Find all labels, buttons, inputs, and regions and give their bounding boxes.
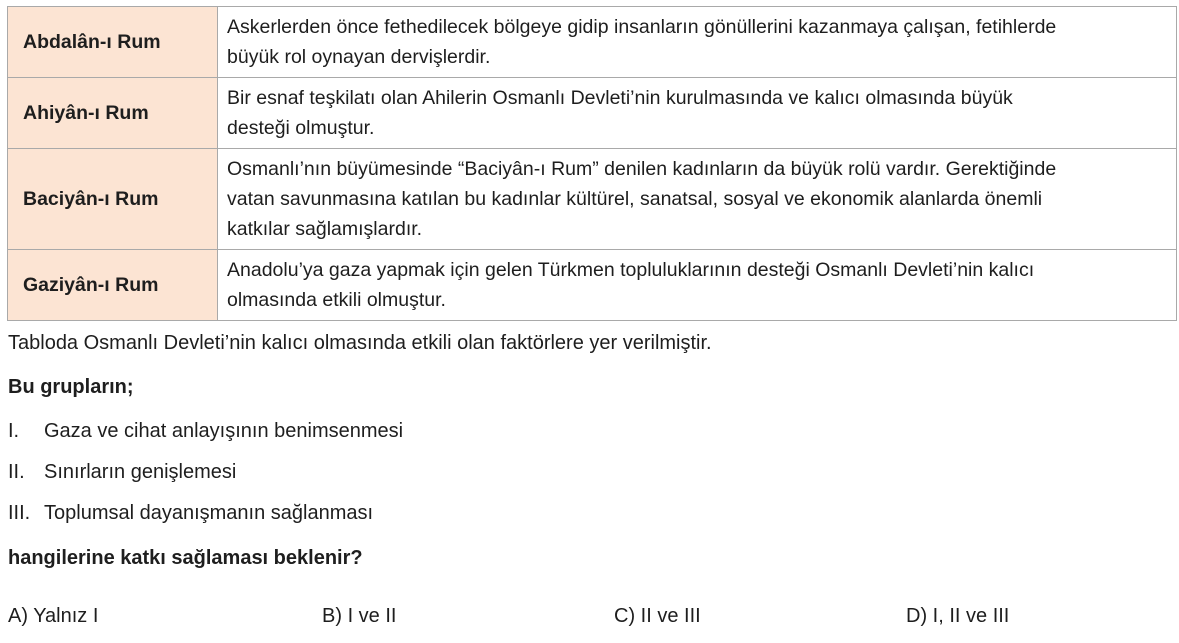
row-term: Abdalân-ı Rum: [8, 7, 218, 78]
row-term: Baciyân-ı Rum: [8, 149, 218, 250]
description-line: Anadolu’ya gaza yapmak için gelen Türkmen topluluklarının desteği Osmanlı Devleti’nin kalıcı: [227, 259, 1035, 281]
description-line: katkılar sağlamışlardır.: [227, 218, 423, 240]
option-text: Yalnız I: [33, 605, 99, 627]
description-line: Bir esnaf teşkilatı olan Ahilerin Osmanlı Devleti’nin kurulmasında ve kalıcı olmasında büyük: [227, 87, 1013, 109]
row-description: [218, 78, 1177, 149]
row-description: [218, 149, 1177, 250]
description-line: büyük rol oynayan dervişlerdir.: [227, 46, 491, 68]
option-text: I, II ve III: [932, 605, 1010, 627]
row-term: Ahiyân-ı Rum: [8, 78, 218, 149]
statement-number: II.: [8, 461, 25, 483]
table-row: [8, 7, 1177, 78]
question-lead: Bu grupların;: [8, 376, 134, 398]
statement-number: I.: [8, 420, 20, 442]
option-letter: B): [322, 605, 342, 627]
table-row: [8, 250, 1177, 321]
statement-number: III.: [8, 502, 31, 524]
question-ask: hangilerine katkı sağlaması beklenir?: [8, 547, 363, 569]
description-line: vatan savunmasına katılan bu kadınlar kültürel, sanatsal, sosyal ve ekonomik alanlarda önemli: [227, 188, 1043, 210]
option-letter: D): [906, 605, 928, 627]
statement: [8, 418, 403, 444]
row-description: [218, 7, 1177, 78]
statement-text: Toplumsal dayanışmanın sağlanması: [44, 502, 374, 524]
description-line: Osmanlı’nın büyümesinde “Baciyân-ı Rum” denilen kadınların da büyük rolü vardır. Gerektiğinde: [227, 158, 1057, 180]
option-letter: A): [8, 605, 28, 627]
option-b[interactable]: [322, 603, 396, 629]
table-row: [8, 78, 1177, 149]
statement-text: Sınırların genişlemesi: [44, 461, 237, 483]
description-line: Askerlerden önce fethedilecek bölgeye gidip insanların gönüllerini kazanmaya çalışan, fetihlerde: [227, 16, 1057, 38]
info-table: [7, 6, 1177, 321]
statement-text: Gaza ve cihat anlayışının benimsenmesi: [44, 420, 404, 442]
table-row: [8, 149, 1177, 250]
description-line: desteği olmuştur.: [227, 117, 375, 139]
description-line: olmasında etkili olmuştur.: [227, 289, 446, 311]
option-a[interactable]: [8, 603, 98, 629]
question-stem: Tabloda Osmanlı Devleti’nin kalıcı olmasında etkili olan faktörlere yer verilmiştir.: [8, 332, 712, 354]
statement: [8, 500, 373, 526]
option-text: II ve III: [640, 605, 701, 627]
option-letter: C): [614, 605, 636, 627]
row-term: Gaziyân-ı Rum: [8, 250, 218, 321]
option-d[interactable]: [906, 603, 1009, 629]
statement: [8, 459, 236, 485]
row-description: [218, 250, 1177, 321]
option-c[interactable]: [614, 603, 701, 629]
option-text: I ve II: [347, 605, 397, 627]
